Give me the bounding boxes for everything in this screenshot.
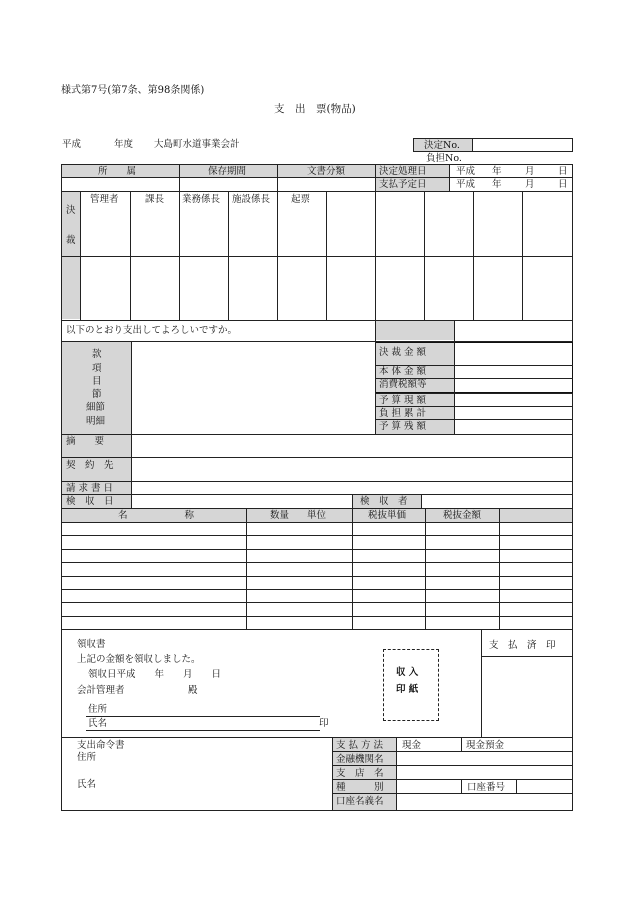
receipt-title: 領収書 xyxy=(77,639,106,650)
decision-day: 日 xyxy=(558,166,568,177)
base-amount-label: 本 体 金 額 xyxy=(379,366,427,377)
deposit-option: 現金預金 xyxy=(466,740,505,751)
branch-label: 支 店 名 xyxy=(336,768,384,779)
item-row-divider xyxy=(61,576,573,577)
receipt-name-label: 氏名 xyxy=(88,718,108,729)
item-row-divider xyxy=(61,616,573,617)
item-price-header: 税抜単価 xyxy=(368,510,407,521)
decision-month: 月 xyxy=(525,166,535,177)
amount-emphasis-box xyxy=(375,342,573,393)
role-manager: 管理者 xyxy=(90,194,119,205)
revenue-stamp-text-2: 印 紙 xyxy=(396,684,419,695)
item-row-divider xyxy=(61,562,573,563)
page-title: 支 出 票(物品) xyxy=(274,103,356,115)
role-section-chief: 課長 xyxy=(145,194,165,205)
item-row-divider xyxy=(61,549,573,550)
form-frame xyxy=(61,164,573,811)
tax-amount-label: 消費税額等 xyxy=(379,379,427,390)
order-name-label: 氏名 xyxy=(77,779,97,790)
budget-remaining-label: 予 算 残 額 xyxy=(379,421,427,432)
account-no-label: 口座番号 xyxy=(467,782,506,793)
payment-year: 年 xyxy=(492,179,502,190)
bank-label: 金融機関名 xyxy=(336,754,384,765)
decision-date-label: 決定処理日 xyxy=(379,166,427,177)
item-row-divider xyxy=(61,602,573,603)
confirm-text: 以下のとおり支出してよろしいですか。 xyxy=(66,325,238,336)
budget-moku: 目 xyxy=(92,376,102,387)
role-business-chief: 業務係長 xyxy=(182,194,221,205)
form-number: 様式第7号(第7条、第98条関係) xyxy=(61,85,205,96)
payment-day: 日 xyxy=(558,179,568,190)
receipt-text: 上記の金額を領収しました。 xyxy=(77,654,201,665)
approval-side-1: 決 xyxy=(66,205,76,216)
burden-total-label: 負 担 累 計 xyxy=(379,408,427,419)
item-unit-header: 単位 xyxy=(307,510,327,521)
dept-header: 所 属 xyxy=(98,166,137,177)
receipt-seal-label: 印 xyxy=(319,718,329,729)
item-name-header: 名 称 xyxy=(118,510,195,521)
item-total-header: 税抜金額 xyxy=(443,510,482,521)
invoice-date-label: 請 求 書 日 xyxy=(66,483,114,494)
payment-month: 月 xyxy=(525,179,535,190)
payee-label: 契 約 先 xyxy=(66,460,114,471)
order-title: 支出命令書 xyxy=(77,740,125,751)
budget-setsu: 節 xyxy=(92,389,102,400)
budget-kou: 項 xyxy=(92,363,102,374)
budget-saisetsu: 細節 xyxy=(86,402,106,413)
honorific-label: 殿 xyxy=(188,685,198,696)
decision-no-label: 決定No. xyxy=(424,140,460,151)
retention-header: 保存期間 xyxy=(208,166,247,177)
paid-stamp-label: 支 払 済 印 xyxy=(489,640,556,651)
payment-era: 平成 xyxy=(456,179,476,190)
era-label: 平成 xyxy=(62,139,82,150)
accountant-label: 会計管理者 xyxy=(77,685,125,696)
inspection-date-label: 検 収 日 xyxy=(66,496,114,507)
inspector-label: 検 収 者 xyxy=(360,496,408,507)
role-facility-chief: 施設係長 xyxy=(232,194,271,205)
summary-label: 摘 要 xyxy=(66,436,105,447)
budget-kan: 款 xyxy=(92,349,102,360)
burden-no-label: 負担No. xyxy=(426,153,462,164)
category-header: 文書分類 xyxy=(307,166,346,177)
payment-date-label: 支払予定日 xyxy=(379,179,427,190)
organization-name: 大島町水道事業会計 xyxy=(154,139,240,150)
item-qty-header: 数量 xyxy=(270,510,290,521)
receipt-date: 領収日平成 年 月 日 xyxy=(88,669,222,680)
item-row-divider xyxy=(61,535,573,536)
revenue-stamp-text-1: 収 入 xyxy=(396,667,419,678)
role-drafter: 起票 xyxy=(291,194,311,205)
payment-method-label: 支 払 方 法 xyxy=(336,740,384,751)
approval-side-2: 裁 xyxy=(66,235,76,246)
item-row-divider xyxy=(61,589,573,590)
account-holder-label: 口座名義名 xyxy=(336,796,384,807)
decision-era: 平成 xyxy=(456,166,476,177)
budget-current-label: 予 算 現 額 xyxy=(379,395,427,406)
order-address-label: 住所 xyxy=(77,752,97,763)
budget-meisai: 明細 xyxy=(86,416,106,427)
receipt-address-label: 住所 xyxy=(88,704,108,715)
account-type-label: 種 別 xyxy=(336,782,384,793)
cash-option: 現金 xyxy=(402,740,422,751)
approved-amount-label: 決 裁 金 額 xyxy=(379,347,427,358)
decision-year: 年 xyxy=(492,166,502,177)
fiscal-year-label: 年度 xyxy=(114,139,134,150)
